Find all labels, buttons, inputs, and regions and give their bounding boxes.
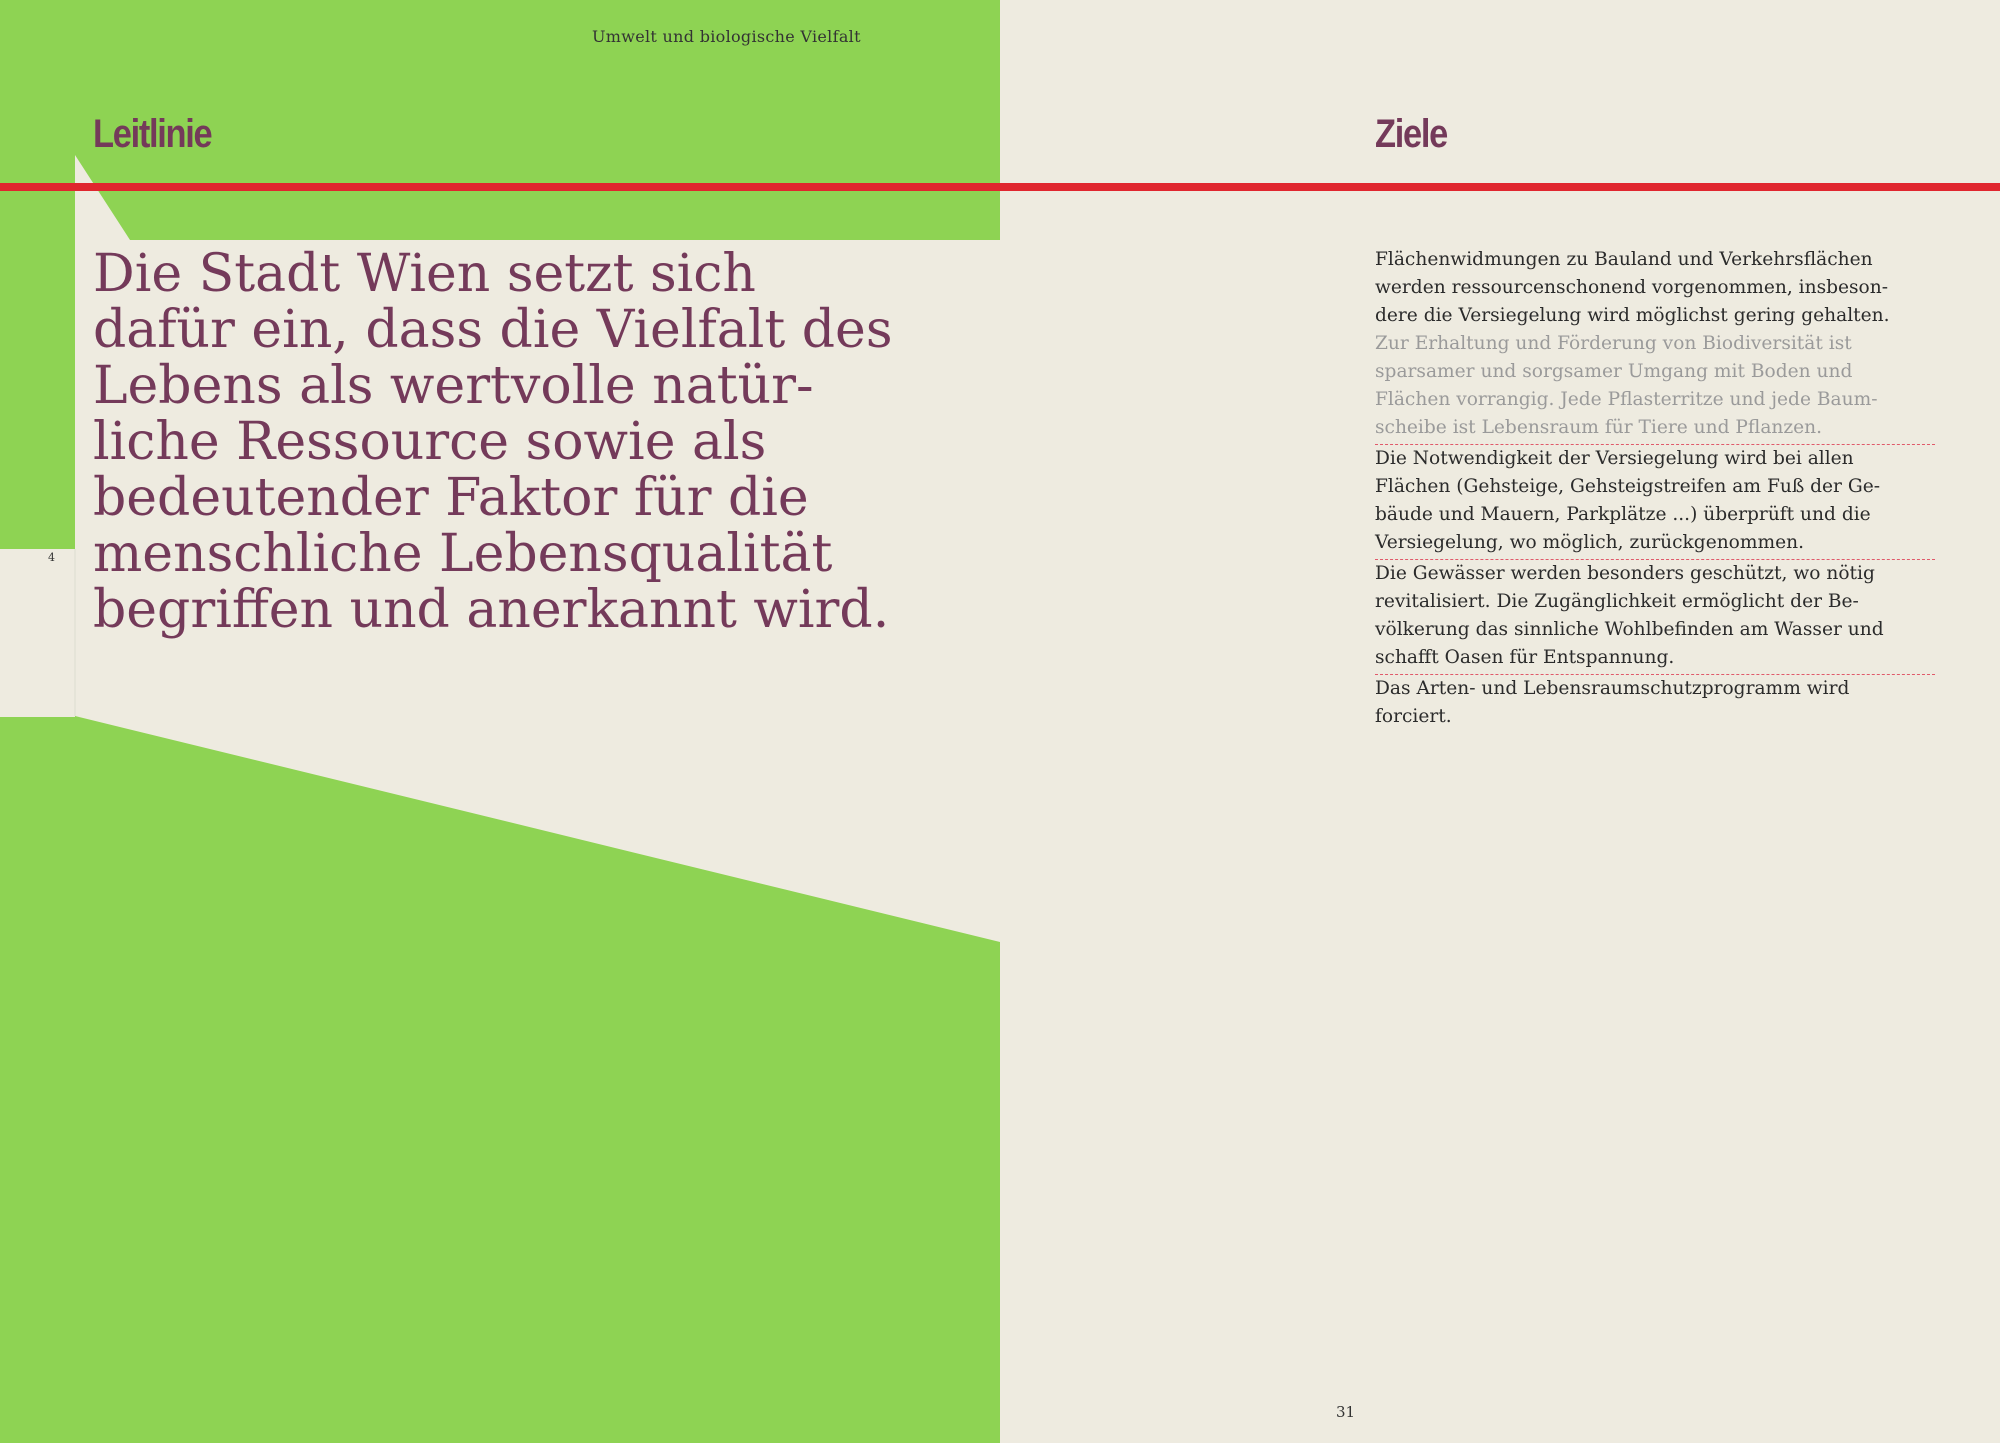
goal-line: völkerung das sinnliche Wohlbefinden am Wasser und: [1375, 619, 1884, 640]
goal-note-line: Flächen vorrangig. Jede Pflasterritze und jede Baum-: [1375, 389, 1878, 410]
goal-line: Flächenwidmungen zu Bauland und Verkehrsflächen: [1375, 249, 1873, 270]
statement-line: bedeutender Faktor für die: [93, 468, 809, 528]
statement-line: begriffen und anerkannt wird.: [93, 580, 890, 640]
goal-item: [1375, 445, 1935, 560]
goal-item: [1375, 560, 1935, 675]
goals-list: [1375, 246, 1935, 733]
statement-line: Lebens als wertvolle natür-: [93, 356, 814, 416]
goal-note-line: Zur Erhaltung und Förderung von Biodiversität ist: [1375, 333, 1852, 354]
page-number: 31: [1336, 1403, 1356, 1421]
goal-line: schafft Oasen für Entspannung.: [1375, 647, 1675, 668]
statement-line: Die Stadt Wien setzt sich: [93, 244, 756, 304]
goal-line: Die Gewässer werden besonders geschützt, wo nötig: [1375, 563, 1875, 584]
goal-item: [1375, 675, 1935, 733]
goal-line: Die Notwendigkeit der Versiegelung wird bei allen: [1375, 448, 1854, 469]
red-divider-rule: [0, 183, 2000, 191]
statement-line: liche Ressource sowie als: [93, 412, 767, 472]
goal-line: dere die Versiegelung wird möglichst gering gehalten.: [1375, 305, 1890, 326]
goal-line: Das Arten- und Lebensraumschutzprogramm wird: [1375, 678, 1850, 699]
statement-line: dafür ein, dass die Vielfalt des: [93, 300, 893, 360]
goal-line: bäude und Mauern, Parkplätze ...) überprüft und die: [1375, 504, 1871, 525]
goal-line: Versiegelung, wo möglich, zurückgenommen.: [1375, 532, 1805, 553]
leitlinie-statement: [93, 246, 893, 638]
leitlinie-heading: Leitlinie: [93, 112, 212, 156]
statement-line: menschliche Lebensqualität: [93, 524, 833, 584]
goal-line: werden ressourcenschonend vorgenommen, insbeson-: [1375, 277, 1889, 298]
goal-note-line: sparsamer und sorgsamer Umgang mit Boden und: [1375, 361, 1853, 382]
tab-number: 4: [48, 551, 55, 564]
goal-line: Flächen (Gehsteige, Gehsteigstreifen am Fuß der Ge-: [1375, 476, 1880, 497]
running-head: Umwelt und biologische Vielfalt: [592, 27, 861, 46]
goal-line: revitalisiert. Die Zugänglichkeit ermöglicht der Be-: [1375, 591, 1859, 612]
goal-line: forciert.: [1375, 706, 1452, 727]
goal-note-line: scheibe ist Lebensraum für Tiere und Pflanzen.: [1375, 417, 1823, 438]
ziele-heading: Ziele: [1375, 112, 1447, 156]
goal-item: [1375, 246, 1935, 445]
